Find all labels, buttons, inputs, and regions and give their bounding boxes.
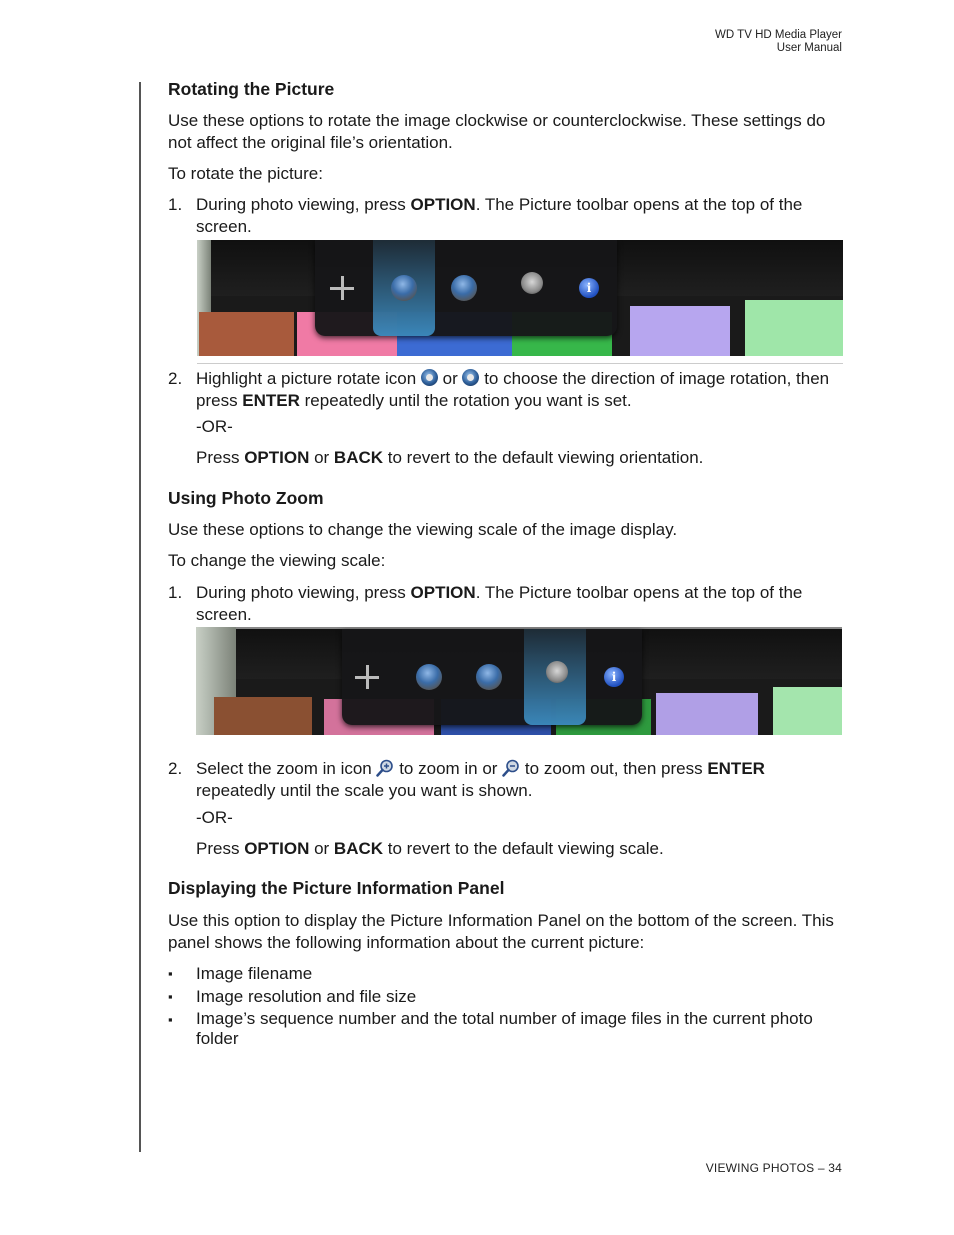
key-option: OPTION bbox=[244, 839, 310, 858]
picture-toolbar bbox=[342, 629, 642, 725]
rotate-alternative bbox=[196, 447, 703, 469]
text: repeatedly until the scale you want is shown. bbox=[196, 780, 533, 800]
info-icon: i bbox=[579, 278, 599, 298]
zoom-out-icon bbox=[502, 759, 520, 777]
key-back: BACK bbox=[333, 839, 384, 858]
rotate-counterclockwise-icon bbox=[462, 369, 479, 386]
zoom-icon bbox=[546, 661, 568, 683]
move-icon bbox=[354, 664, 380, 690]
text: Press bbox=[196, 839, 245, 858]
text: or bbox=[437, 369, 463, 388]
text: . The Picture toolbar opens at the top of the screen. bbox=[196, 583, 803, 624]
zoom-icon bbox=[521, 272, 543, 294]
heading-rotating: Rotating the Picture bbox=[168, 79, 335, 99]
header-product: WD TV HD Media Player bbox=[715, 29, 842, 41]
text: . The Picture toolbar opens at the top of the screen. bbox=[196, 195, 803, 236]
zoom-step2-number: 2. bbox=[168, 759, 183, 778]
bullet-marker: ▪ bbox=[168, 966, 173, 981]
rotate-step1 bbox=[196, 194, 846, 237]
rotate-step2-number: 2. bbox=[168, 369, 183, 388]
key-back: BACK bbox=[333, 448, 384, 467]
rotate-step1-number: 1. bbox=[168, 195, 183, 214]
thumbnail bbox=[773, 687, 842, 735]
list-item: Image’s sequence number and the total number of image files in the current photo folder bbox=[196, 1009, 813, 1048]
margin-rule bbox=[139, 82, 141, 1152]
page-footer: VIEWING PHOTOS – 34 bbox=[705, 1161, 842, 1175]
text: repeatedly until the rotation you want is set. bbox=[299, 390, 632, 410]
key-enter: ENTER bbox=[707, 759, 765, 778]
rotate-clockwise-icon bbox=[421, 369, 438, 386]
rotate-clockwise-icon bbox=[391, 275, 417, 301]
zoom-step1 bbox=[196, 582, 846, 625]
rotate-or: -OR- bbox=[196, 417, 233, 436]
rotate-toolbar-screenshot bbox=[197, 240, 843, 356]
header-doc-type: User Manual bbox=[776, 42, 842, 54]
zoom-toolbar-screenshot bbox=[196, 627, 842, 735]
bullet-marker: ▪ bbox=[168, 989, 173, 1004]
thumbnail bbox=[630, 306, 730, 356]
zoom-lead: To change the viewing scale: bbox=[168, 551, 386, 570]
zoom-or: -OR- bbox=[196, 808, 233, 827]
text: to zoom in or bbox=[394, 759, 503, 778]
list-item: Image filename bbox=[196, 964, 313, 983]
text: to revert to the default viewing scale. bbox=[383, 839, 664, 858]
screenshot-underline bbox=[197, 363, 843, 364]
text: During photo viewing, press bbox=[196, 583, 411, 602]
heading-info-panel: Displaying the Picture Information Panel bbox=[168, 878, 505, 898]
text: Highlight a picture rotate icon bbox=[196, 369, 421, 388]
thumbnail bbox=[745, 300, 843, 356]
bullet-marker: ▪ bbox=[168, 1012, 173, 1027]
rotate-intro: Use these options to rotate the image clockwise or counterclockwise. These settings do not affect the original file’s orientation. bbox=[168, 111, 826, 152]
list-item: Image resolution and file size bbox=[196, 987, 417, 1006]
info-icon: i bbox=[604, 667, 624, 687]
key-option: OPTION bbox=[410, 583, 476, 602]
zoom-alternative bbox=[196, 838, 664, 860]
text: or bbox=[309, 448, 334, 467]
zoom-in-icon bbox=[376, 759, 394, 777]
thumbnail bbox=[656, 693, 758, 735]
zoom-intro: Use these options to change the viewing scale of the image display. bbox=[168, 520, 678, 539]
text: to zoom out, then press bbox=[520, 759, 708, 778]
rotate-counterclockwise-icon bbox=[476, 664, 502, 690]
picture-toolbar bbox=[315, 240, 617, 336]
zoom-step1-number: 1. bbox=[168, 583, 183, 602]
text: Select the zoom in icon bbox=[196, 759, 377, 778]
key-option: OPTION bbox=[410, 195, 476, 214]
text: Press bbox=[196, 448, 245, 467]
thumbnail bbox=[199, 312, 294, 356]
heading-zoom: Using Photo Zoom bbox=[168, 488, 324, 508]
running-header bbox=[715, 29, 842, 55]
rotate-step2 bbox=[196, 368, 846, 411]
text: to choose the direction of image rotation, then press bbox=[196, 369, 830, 410]
key-enter: ENTER bbox=[242, 390, 300, 410]
key-option: OPTION bbox=[244, 448, 310, 467]
text: to revert to the default viewing orientation. bbox=[383, 448, 704, 467]
move-icon bbox=[329, 275, 355, 301]
rotate-lead: To rotate the picture: bbox=[168, 164, 323, 183]
zoom-step2 bbox=[196, 758, 846, 801]
rotate-clockwise-icon bbox=[416, 664, 442, 690]
rotate-counterclockwise-icon bbox=[451, 275, 477, 301]
thumbnail bbox=[214, 697, 312, 735]
text: or bbox=[309, 839, 334, 858]
info-intro: Use this option to display the Picture Information Panel on the bottom of the screen. This panel shows the following information about the current picture: bbox=[168, 911, 834, 952]
text: During photo viewing, press bbox=[196, 195, 411, 214]
